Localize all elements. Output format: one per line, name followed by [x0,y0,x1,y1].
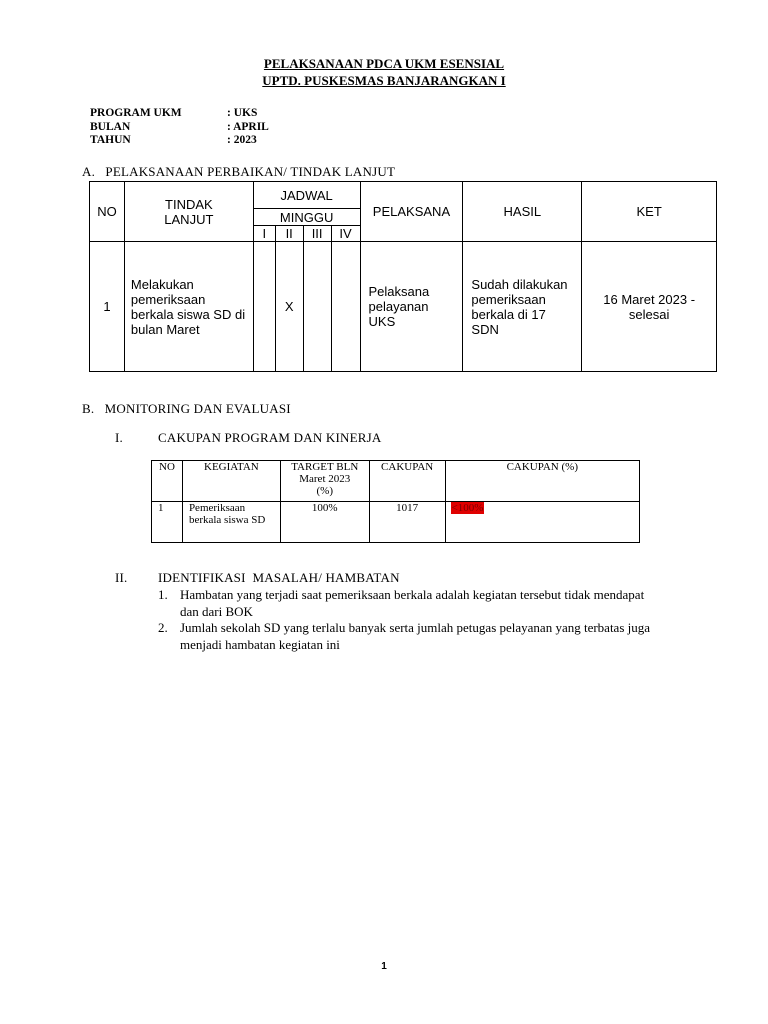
row-week-1-mark [253,242,275,372]
sub2-roman: II. [115,570,128,585]
page-title-line2: UPTD. PUSKESMAS BANJARANGKAN I [262,73,506,88]
header-pelaksana: PELAKSANA [360,182,463,242]
cakupan-row-target: 100% [280,502,369,543]
header-week-4: IV [331,226,360,242]
tindak-lanjut-table [89,181,717,372]
row-ket: 16 Maret 2023 - selesai [582,242,717,372]
list-number-2: 2. [158,620,168,635]
cakupan-pct-badge: <100% [451,502,484,514]
row-week-4-mark [331,242,360,372]
cakupan-header-kegiatan: KEGIATAN [182,461,280,502]
row-week-2-mark: X [275,242,303,372]
meta-tahun-label: TAHUN [90,134,131,146]
sub2-heading: IDENTIFIKASI MASALAH/ HAMBATAN [158,570,400,585]
cakupan-header-cakupan: CAKUPAN [369,461,445,502]
section-a-heading: A. PELAKSANAAN PERBAIKAN/ TINDAK LANJUT [82,164,396,179]
cakupan-row-cakupan: 1017 [369,502,445,543]
meta-tahun-value: : 2023 [227,134,257,146]
meta-bulan-value: : APRIL [227,121,269,133]
cakupan-header-target: TARGET BLN Maret 2023 (%) [280,461,369,502]
list-item: Jumlah sekolah SD yang terlalu banyak serta jumlah petugas pelayanan yang terbatas juga menjadi hambatan kegiatan ini [180,620,651,652]
page-number: 1 [381,961,387,972]
cakupan-row-kegiatan: Pemeriksaan berkala siswa SD [182,502,280,543]
row-week-3-mark [303,242,331,372]
sub1-roman: I. [115,430,123,445]
header-ket: KET [582,182,717,242]
cakupan-row-no: 1 [152,502,183,543]
sub1-heading: CAKUPAN PROGRAM DAN KINERJA [158,430,382,445]
header-minggu: MINGGU [253,209,360,226]
header-week-3: III [303,226,331,242]
page-title-line1: PELAKSANAAN PDCA UKM ESENSIAL [263,56,505,71]
table-row [152,502,640,543]
section-b-heading: B. MONITORING DAN EVALUASI [82,401,291,416]
cakupan-row-cakupan-pct-cell [445,502,639,543]
header-hasil: HASIL [463,182,582,242]
header-jadwal: JADWAL [253,182,360,209]
list-number-1: 1. [158,587,168,602]
row-pelaksana: Pelaksana pelayanan UKS [360,242,463,372]
header-no: NO [90,182,125,242]
meta-bulan-label: BULAN [90,121,131,133]
row-hasil: Sudah dilakukan pemeriksaan berkala di 17 SDN [463,242,582,372]
meta-program-label: PROGRAM UKM [90,107,182,119]
row-tindak-lanjut: Melakukan pemeriksaan berkala siswa SD di bulan Maret [124,242,253,372]
cakupan-header-no: NO [152,461,183,502]
cakupan-header-cakupan-pct: CAKUPAN (%) [445,461,639,502]
cakupan-table [151,460,640,543]
row-no: 1 [90,242,125,372]
header-week-1: I [253,226,275,242]
meta-program-value: : UKS [227,107,258,119]
header-week-2: II [275,226,303,242]
table-row [90,242,717,372]
list-item: Hambatan yang terjadi saat pemeriksaan berkala adalah kegiatan tersebut tidak mendapat dan dari BOK [180,587,645,619]
header-tindak-lanjut: TINDAK LANJUT [124,182,253,242]
